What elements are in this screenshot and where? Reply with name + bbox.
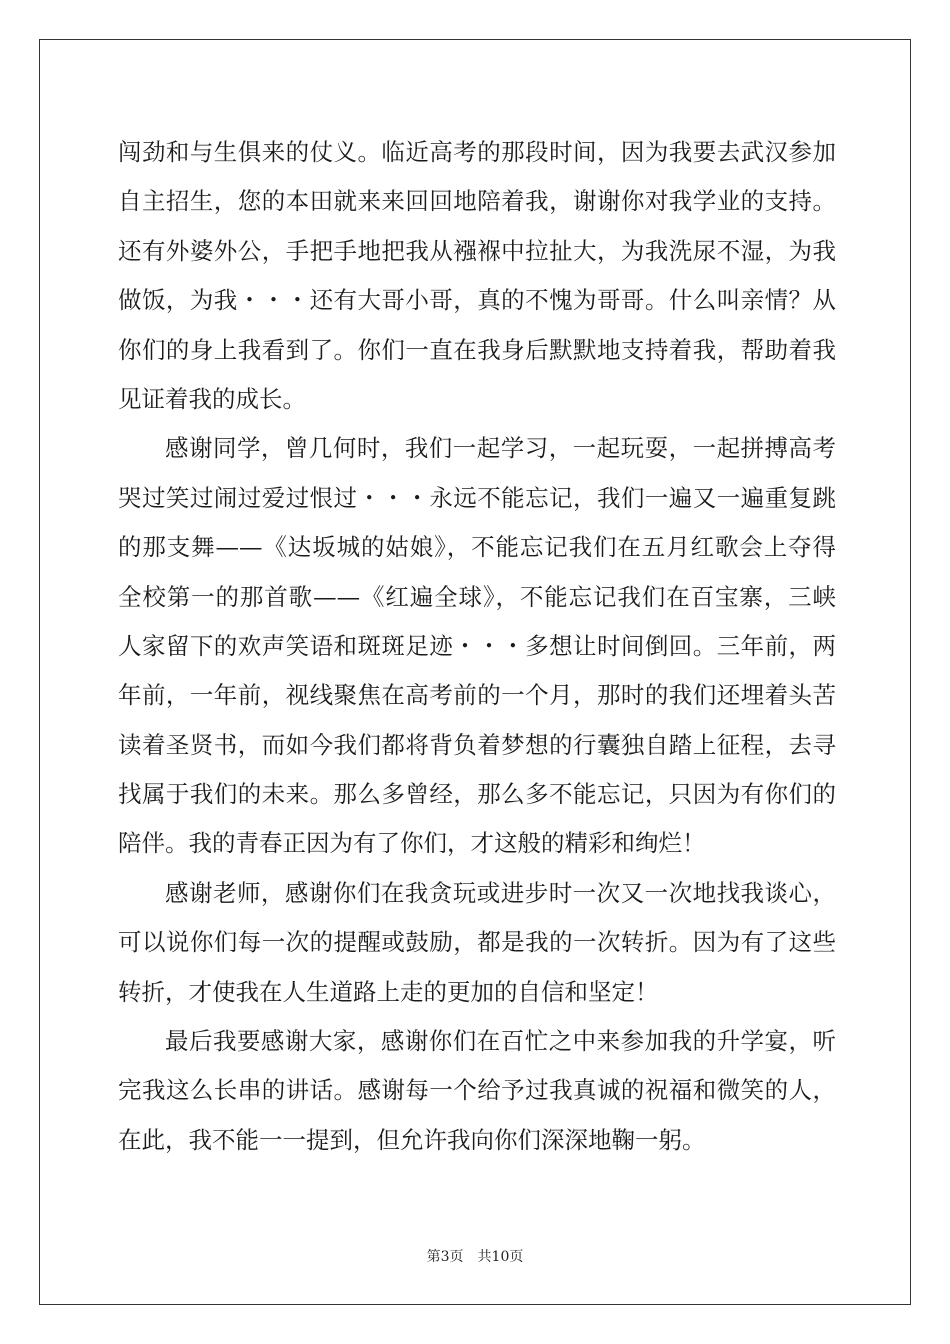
text-line: 自主招生，您的本田就来来回回地陪着我，谢谢你对我学业的支持。 [118, 187, 836, 216]
paragraph [118, 424, 836, 869]
text-line: 年前，一年前，视线聚焦在高考前的一个月，那时的我们还埋着头苦 [118, 681, 836, 710]
document-body [118, 128, 836, 1165]
text-line: 读着圣贤书，而如今我们都将背负着梦想的行囊独自踏上征程，去寻 [118, 730, 836, 759]
text-line: 最后我要感谢大家，感谢你们在百忙之中来参加我的升学宴，听 [165, 1027, 836, 1056]
page-total: 共10页 [477, 1249, 524, 1265]
text-line: 你们的身上我看到了。你们一直在我身后默默地支持着我，帮助着我 [118, 335, 836, 364]
text-line: 在此，我不能一一提到，但允许我向你们深深地鞠一躬。 [118, 1125, 706, 1154]
text-line: 人家留下的欢声笑语和斑斑足迹・・・多想让时间倒回。三年前，两 [118, 631, 836, 660]
paragraph [118, 1017, 836, 1165]
text-line: 全校第一的那首歌——《红遍全球》，不能忘记我们在百宝寨，三峡 [118, 582, 836, 611]
text-line: 完我这么长串的讲话。感谢每一个给予过我真诚的祝福和微笑的人， [118, 1076, 836, 1105]
page-footer [0, 1246, 950, 1266]
text-line: 还有外婆外公，手把手地把我从襁褓中拉扯大，为我洗尿不湿，为我 [118, 236, 836, 265]
text-line: 感谢老师，感谢你们在我贪玩或进步时一次又一次地找我谈心， [165, 878, 836, 907]
paragraph [118, 869, 836, 1017]
text-line: 可以说你们每一次的提醒或鼓励，都是我的一次转折。因为有了这些 [118, 928, 836, 957]
text-line: 找属于我们的未来。那么多曾经，那么多不能忘记，只因为有你们的 [118, 780, 836, 809]
text-line: 做饭，为我・・・还有大哥小哥，真的不愧为哥哥。什么叫亲情？从 [118, 286, 836, 315]
text-line: 感谢同学，曾几何时，我们一起学习，一起玩耍，一起拼搏高考 [165, 434, 836, 463]
text-line: 陪伴。我的青春正因为有了你们，才这般的精彩和绚烂！ [118, 829, 706, 858]
text-line: 见证着我的成长。 [118, 384, 306, 413]
text-line: 哭过笑过闹过爱过恨过・・・永远不能忘记，我们一遍又一遍重复跳 [118, 483, 836, 512]
text-line: 闯劲和与生俱来的仗义。临近高考的那段时间，因为我要去武汉参加 [118, 138, 836, 166]
text-line: 转折，才使我在人生道路上走的更加的自信和坚定！ [118, 977, 659, 1006]
page-number: 第3页 [426, 1249, 464, 1265]
paragraph [118, 128, 836, 424]
text-line: 的那支舞——《达坂城的姑娘》，不能忘记我们在五月红歌会上夺得 [118, 533, 836, 562]
